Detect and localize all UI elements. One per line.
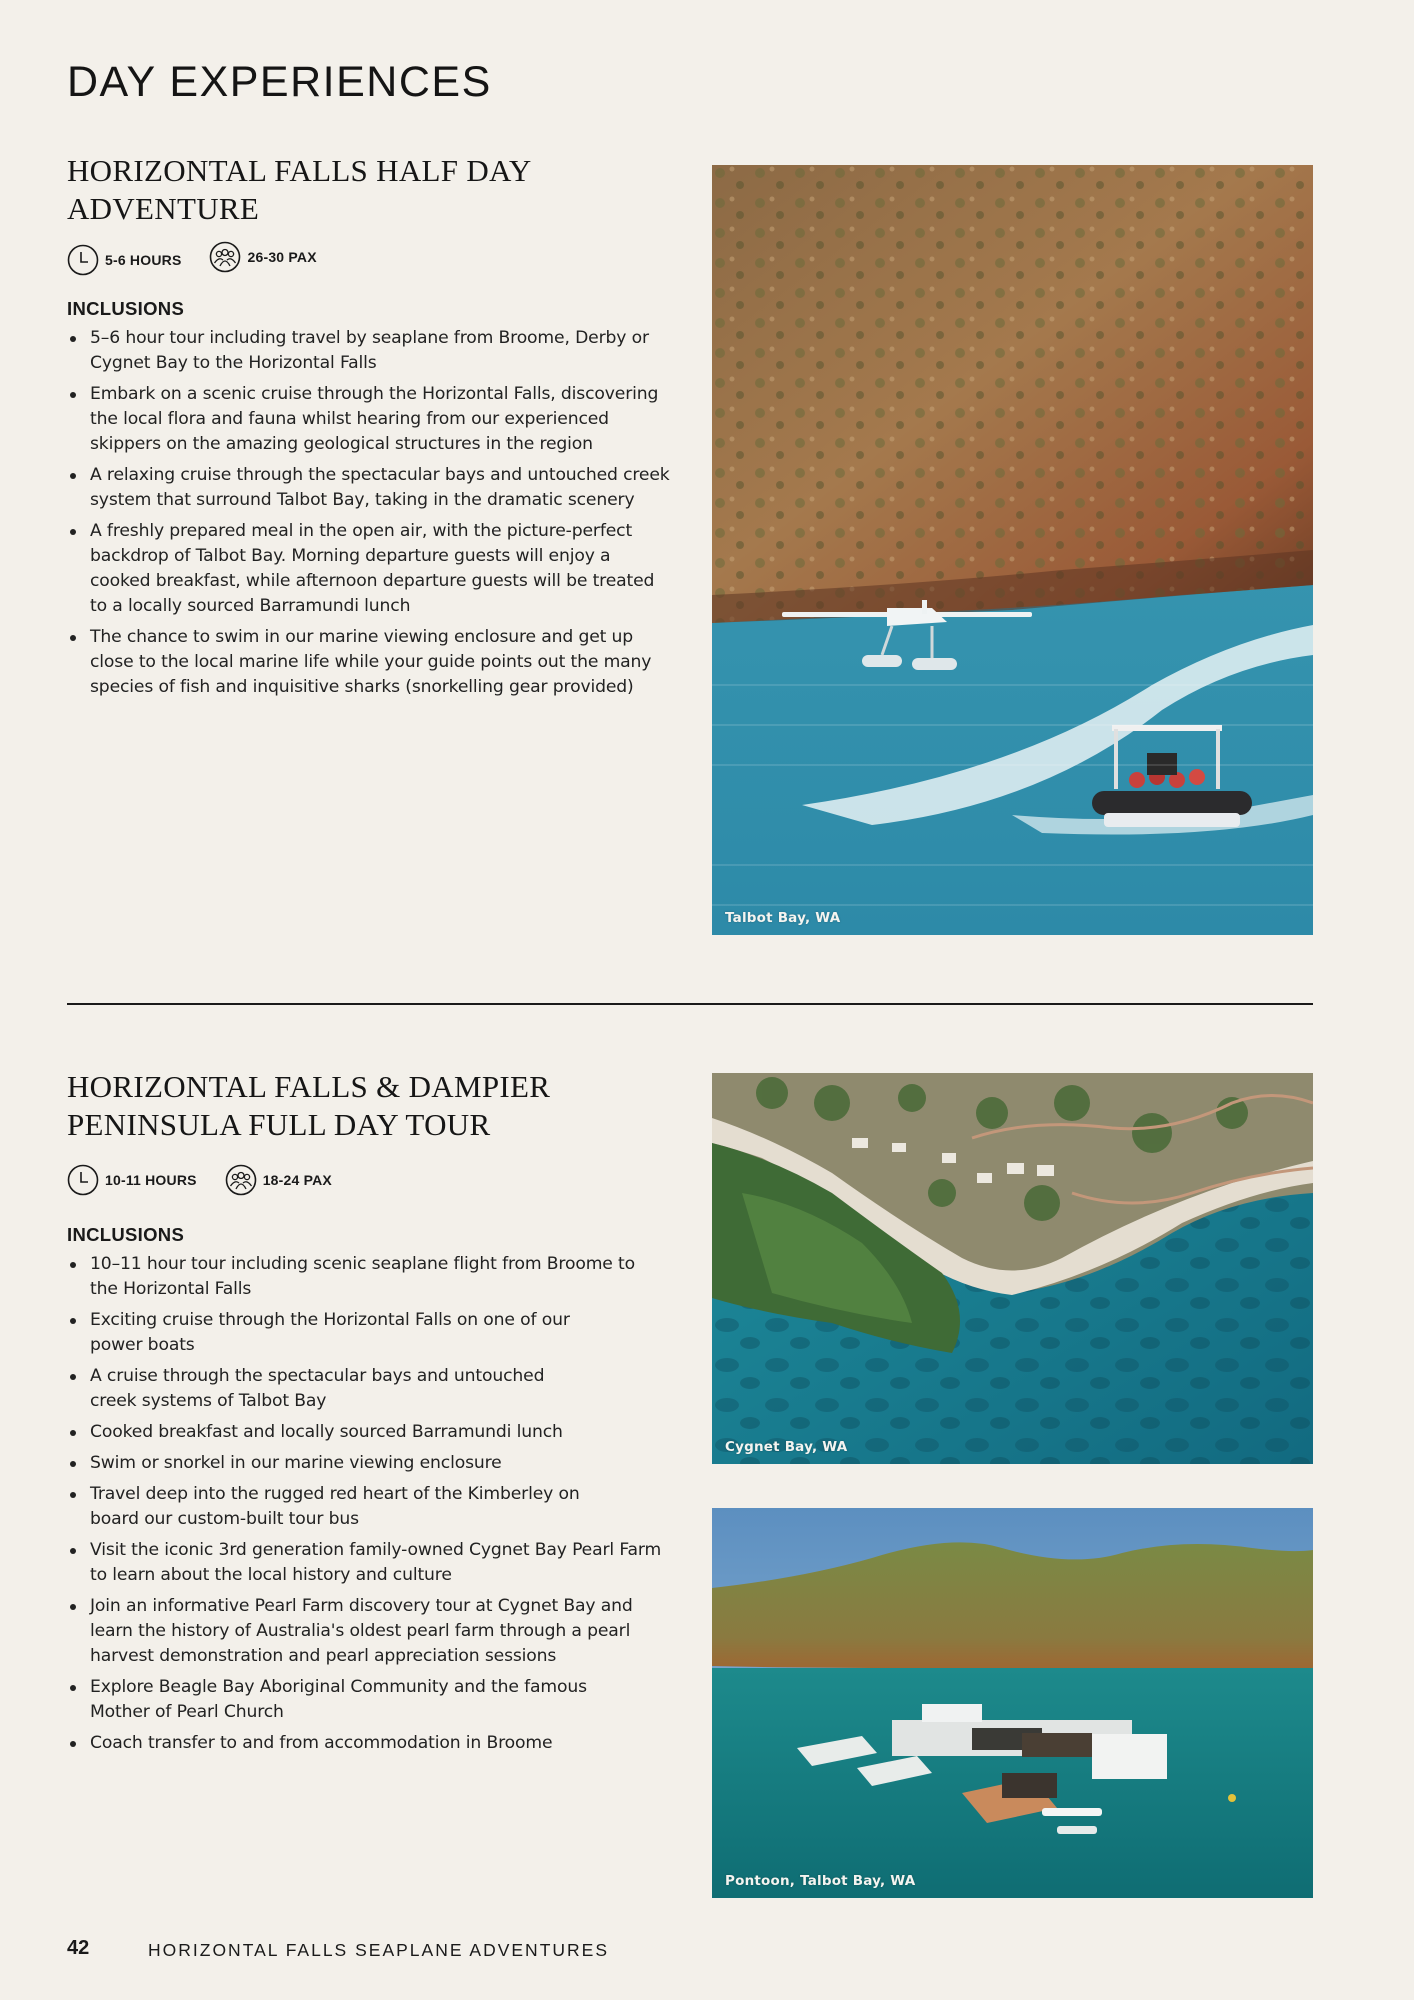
photo-talbot-bay — [712, 165, 1313, 935]
capacity-label: 26-30 PAX — [247, 249, 317, 265]
page-title: DAY EXPERIENCES — [67, 58, 492, 106]
clock-icon — [67, 244, 99, 276]
tour-title: HORIZONTAL FALLS & DAMPIER PENINSULA FULL DAY TOUR — [67, 1069, 551, 1142]
inclusions-list — [67, 1252, 672, 1756]
inclusions-list — [67, 326, 672, 700]
group-icon — [225, 1164, 257, 1196]
capacity — [225, 1164, 332, 1196]
photo-caption: Pontoon, Talbot Bay, WA — [725, 1873, 916, 1889]
photo-caption: Cygnet Bay, WA — [725, 1439, 848, 1455]
duration — [67, 244, 181, 276]
capacity-label: 18-24 PAX — [262, 1172, 332, 1188]
list-item: The chance to swim in our marine viewing enclosure and get up close to the local marine life while your guide points out the many species of fish and inquisitive sharks (snorkelling gear provided) — [67, 625, 672, 700]
list-item: Cooked breakfast and locally sourced Barramundi lunch — [67, 1420, 672, 1445]
list-item: A freshly prepared meal in the open air, with the picture-perfect backdrop of Talbot Bay. Morning departure guests will enjoy a cooked breakfast, while afternoon departure guests will be treated to a locally sourced Barramundi lunch — [67, 519, 672, 619]
inclusions-heading: INCLUSIONS — [67, 1224, 185, 1245]
duration — [67, 1164, 197, 1196]
clock-icon — [67, 1164, 99, 1196]
tour-full-day — [67, 1068, 677, 1762]
photo-caption: Talbot Bay, WA — [725, 910, 841, 926]
aerial-coast-image — [712, 1073, 1313, 1464]
list-item: 10–11 hour tour including scenic seaplane flight from Broome to the Horizontal Falls — [67, 1252, 650, 1302]
pontoon-image — [712, 1508, 1313, 1898]
list-item: Swim or snorkel in our marine viewing enclosure — [67, 1451, 672, 1476]
section-divider — [67, 1003, 1313, 1005]
tour-meta — [67, 1164, 677, 1196]
list-item: 5–6 hour tour including travel by seaplane from Broome, Derby or Cygnet Bay to the Horizontal Falls — [67, 326, 672, 376]
capacity — [209, 241, 316, 273]
group-icon — [209, 241, 241, 273]
inclusions-heading: INCLUSIONS — [67, 298, 185, 319]
photo-pontoon — [712, 1508, 1313, 1898]
list-item: Explore Beagle Bay Aboriginal Community and the famous Mother of Pearl Church — [67, 1675, 650, 1725]
landscape-image — [712, 165, 1313, 935]
publication-title: HORIZONTAL FALLS SEAPLANE ADVENTURES — [148, 1940, 609, 1960]
tour-meta — [67, 244, 677, 276]
list-item: Visit the iconic 3rd generation family-owned Cygnet Bay Pearl Farm to learn about the local history and culture — [67, 1538, 672, 1588]
duration-label: 5-6 HOURS — [105, 252, 182, 268]
tour-title: HORIZONTAL FALLS HALF DAY ADVENTURE — [67, 153, 531, 226]
list-item: Travel deep into the rugged red heart of the Kimberley on board our custom-built tour bus — [67, 1482, 600, 1532]
tour-half-day — [67, 152, 677, 706]
duration-label: 10-11 HOURS — [105, 1172, 197, 1188]
list-item: Coach transfer to and from accommodation in Broome — [67, 1731, 672, 1756]
page-number: 42 — [67, 1937, 90, 1959]
list-item: A cruise through the spectacular bays and untouched creek systems of Talbot Bay — [67, 1364, 590, 1414]
list-item: Exciting cruise through the Horizontal Falls on one of our power boats — [67, 1308, 570, 1358]
photo-cygnet-bay — [712, 1073, 1313, 1464]
list-item: A relaxing cruise through the spectacular bays and untouched creek system that surround Talbot Bay, taking in the dramatic scenery — [67, 463, 672, 513]
list-item: Embark on a scenic cruise through the Horizontal Falls, discovering the local flora and fauna whilst hearing from our experienced skippers on the amazing geological structures in the region — [67, 382, 672, 457]
list-item: Join an informative Pearl Farm discovery tour at Cygnet Bay and learn the history of Australia's oldest pearl farm through a pearl harvest demonstration and pearl appreciation sessions — [67, 1594, 672, 1669]
